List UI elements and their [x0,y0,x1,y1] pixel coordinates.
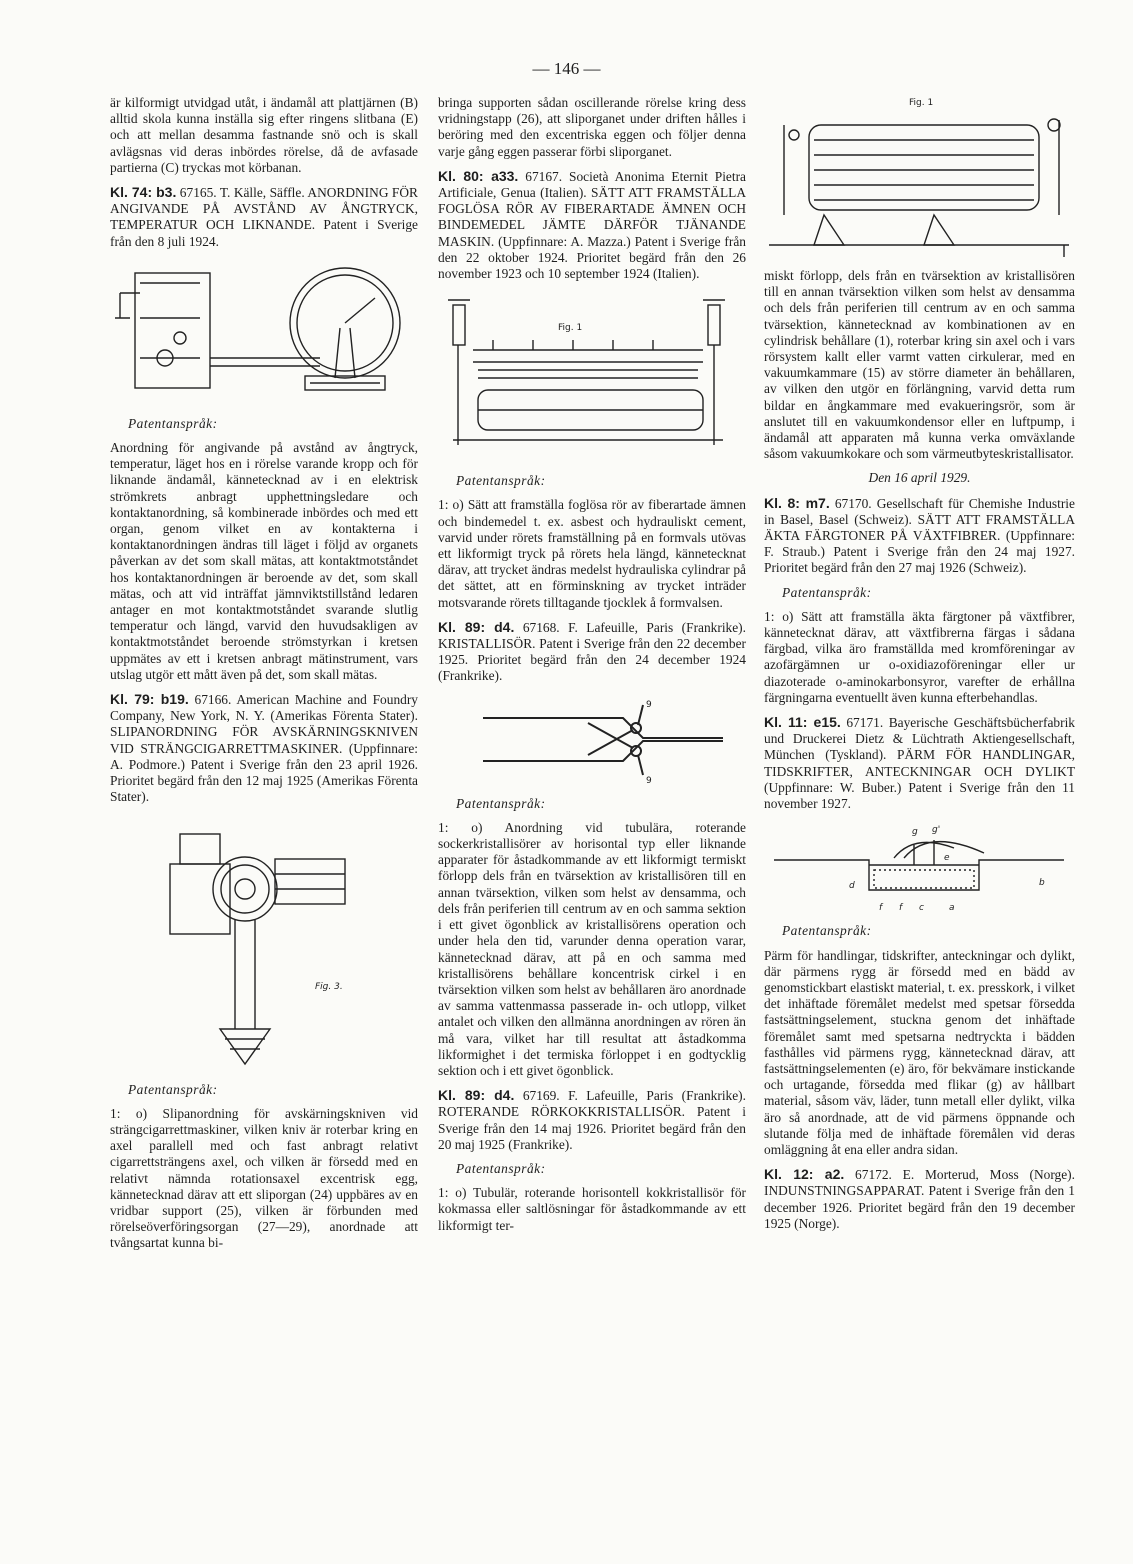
figure-letter: d [849,881,855,892]
figure-letter: f [879,903,883,914]
column-3 [764,95,1075,1240]
claim-heading: Patentanspråk: [456,1160,546,1176]
paragraph: är kilformigt utvidgad utåt, i ändamål att plattjärnen (B) alltid skola kunna inställa sig efter ringens slitbana (E) och att mellan desamma fastnande snö och is skall avlägsnas vid deras inbördes rörelse, då de avfasade partierna (C) tryckas mot körbanan. [110,95,418,175]
patent-class: Kl. 11: e15. [764,714,841,731]
figure-letter: e [944,853,950,864]
figure-label: Fig. 3. [315,981,343,992]
claim-text: 1: o) Anordning vid tubulära, roterande sockerkristallisörer av horisontal typ eller liknande apparater för åstadkommande av ett likformigt termiskt förlopp dels från en tvärsektion av kristallisören till en annan tvärsektion, vilken som helst av densamma, och dels från periferien till centrum av en och samma sektion i ett givet ögonblick av kristallisörens operation och under hela den tid, varunder denna operation varar, kännetecknad därav, att på en och samma med kristallisörens behållare koncentrisk cirkel i en tvärsektion vilken som helst av behållaren äro anordnade av samma vattenmassa passerade in- och utlopp, vilket antalet och vilken den allmänna anordningen av rören än må vara, vilket har till resultat att åstadkomma likformighet i det termiska förloppet i en godtycklig sektion och i ett givet ögonblick. [438,819,746,1078]
claim-text: 1: o) Slipanordning för avskärningskniven vid strängcigarrettmaskiner, vilken kniv är roterbar kring en axel parallell med och fast anbragt relativt cigarrettsträngens axel, och vilken är försedd med en relativt nämnda rotationsaxel excentrisk egg, kännetecknad därav att ett sliporgan (24) uppbäres av en vridbar support (25), vilken är förbunden med rörelseöverföringsorgan (27—29), anordnade att tvångsartat kunna bi- [110,1105,418,1251]
paragraph: miskt förlopp, dels från en tvärsektion av kristallisören till en annan tvärsektion vilken som helst av densamma och dels från periferien till centrum av en och samma tvärsektion, kännetecknad av kombinationen av en cylindrisk behållare (1), roterbar kring sin axel och i vars rörsystem kallt eller varmt vatten cirkulerar, med en vakuumkammare (15) av större diameter än behållaren, av vilken den utgör en förlängning, varvid detta rum bildar en ångkammare med evakueringsrör, som är anslutet till en vakuumkondensor eller en luftpump, i ändamål att apparaten må kunna verka omväxlande såsom vakuumkokare och som värmeutbyteskristallisator. [764,268,1075,462]
figure-letter: g [912,827,918,838]
figure-letter: c [919,903,924,914]
figure-number: 9 [646,775,652,786]
claim-text: Anordning för angivande på avstånd av ångtryck, temperatur, läget hos en i rörelse varande kropp och för liknande ändamål, kännetecknad av i en elektrisk strömkrets anbragt upphettningsledare och kontaktanordning, så kombinerade inbördes och med ett organ, genom vilket en av kontakterna i kontaktanordningen ändras till läget i följd av organets påverkan av det som skall mätas, att kontaktmotståndet hos kontaktanordningen är beroende av det, som skall mätas, och att vid inträffat jämnviktstillstånd ledaren antager en mot kontaktmotståndet svarande slutlig temperatur och längd, varvid den huvudsakligen av kontaktmotståndet beroende strömstyrkan i kretsen uppmätes av ett i kretsen anbragt mätinstrument, vars utslag utgör ett mått även på det, som skall mätas. [110,440,418,682]
figure-label: Fig. 1 [909,98,934,108]
column-1 [110,95,418,1260]
figure-binder [764,820,1075,915]
figure-letter: b [1039,878,1045,889]
patent-entry-67171 [764,714,1075,812]
patent-entry-67165 [110,184,418,250]
page-number: — 146 — [532,59,601,78]
figure-crystallizer [438,693,746,788]
patent-entry-67167 [438,168,746,282]
figure-letter: g' [932,825,941,836]
figure-letter: f [899,903,903,914]
figure-grinding-device [110,814,418,1074]
patent-text: 67168. F. Lafeuille, Paris (Frankrike). KRISTALLISÖR. Patent i Sverige från den 22 december 1925. Prioritet begärd från den 24 december 1924 (Frankrike). [438,619,746,684]
claim-heading: Patentanspråk: [456,473,546,489]
patent-entry-67166 [110,691,418,805]
patent-entry-67168 [438,619,746,685]
claim-heading: Patentanspråk: [128,1081,218,1097]
patent-text: 67172. E. Morterud, Moss (Norge). INDUNSTNINGSAPPARAT. Patent i Sverige från den 1 december 1926. Prioritet begärd från den 19 december 1925 (Norge). [764,1167,1075,1231]
patent-class: Kl. 74: b3. [110,184,177,201]
figure-number: 9 [646,699,652,710]
patent-class: Kl. 89: d4. [438,1087,515,1104]
patent-text: 67167. Società Anonima Eternit Pietra Artificiale, Genua (Italien). SÄTT ATT FRAMSTÄLLA FOGLÖSA RÖR AV FIBERARTADE ÄMNEN OCH BINDEMEDEL JÄMTE DÄRFÖR TJÄNANDE MASKIN. (Uppfinnare: A. Mazza.) Patent i Sverige från den 22 oktober 1924. Prioritet begärd från den 26 november 1923 och 10 september 1924 (Italien). [438,168,746,282]
figure-cooking-crystallizer [764,95,1075,260]
figure-steam-gauge [110,258,418,408]
patent-class: Kl. 89: d4. [438,618,515,635]
figure-letter: a [949,903,955,914]
column-2 [438,95,746,1242]
claim-heading: Patentanspråk: [456,795,546,811]
claim-text: 1: o) Sätt att framställa foglösa rör av fiberartade ämnen och bindemedel t. ex. asbest och hydrauliskt cement, varvid under rörets framställning på en formvals utövas ett likformigt tryck på rörets hela längd, kännetecknat därav, att trycket ändras medelst hydrauliska cylindrar på det sättet, att en förminskning av trycket inträder motsvarande rörets tilltagande tjocklek å formvalsen. [438,497,746,610]
figure-label: Fig. 1 [558,323,583,334]
claim-text: Pärm för handlingar, tidskrifter, anteckningar och dylikt, där pärmens rygg är försedd med en bädd av genomstickbart elastiskt material, t. ex. presskork, i vilket det inhäftade föremålet medelst med spetsar försedda fastsättningselement, stuckna genom det inhäftade föremålet samt med spetsarna nedtryckta i bädden fasthålles vid pärmens rygg, kännetecknad därav, att fastsättningselementen (e) äro, för bekvämare instickande och urtagande, försedda med flikar (g) av hållbart material, såsom väv, läder, tunn metall eller dylikt, vilka äro så anordnade, att de vid pärmens öppnande och slutande följa med de inhäftade föremålen vid deras omläggning åt ena eller andra sidan. [764,947,1075,1157]
patent-class: Kl. 12: a2. [764,1166,845,1183]
paragraph: bringa supporten sådan oscillerande rörelse kring dess vridningstapp (26), att sliporganet under driften hålles i beröring med den excentriska eggen och följer denna varje gång eggen passerar förbi sliporganet. [438,95,746,159]
patent-text: 67171. Bayerische Geschäftsbücherfabrik und Druckerei Dietz & Lüchtrath Aktiengesellschaft, München (Tyskland). PÄRM FÖR HANDLINGAR, TIDSKRIFTER, ANTECKNINGAR OCH DYLIKT (Uppfinnare: W. Buber.) Patent i Sverige från den 11 november 1927. [764,715,1075,812]
patent-class: Kl. 8: m7. [764,494,830,511]
patent-text: 67169. F. Lafeuille, Paris (Frankrike). ROTERANDE RÖRKOKKRISTALLISÖR. Patent i Sverige från den 14 maj 1926. Prioritet begärd från den 20 maj 1925 (Frankrike). [438,1088,746,1152]
patent-entry-67172 [764,1166,1075,1232]
date-heading: Den 16 april 1929. [868,470,971,486]
patent-entry-67170 [764,495,1075,577]
patent-text: 67165. T. Källe, Säffle. ANORDNING FÖR ANGIVANDE PÅ AVSTÅND AV ÅNGTRYCK, TEMPERATUR OCH LIKNANDE. Patent i Sverige från den 8 juli 1924. [110,185,418,249]
patent-class: Kl. 80: a33. [438,167,519,184]
patent-entry-67169 [438,1087,746,1153]
claim-heading: Patentanspråk: [782,923,872,939]
claim-text: 1: o) Sätt att framställa äkta färgtoner på växtfibrer, kännetecknat därav, att växtfibrerna färgas i sådana färgbad, vilka äro framställda med kromföreningar av azofärgämnen ur o-oxidiazoföreningar eller ur diazoterade o-aminokarbonsyror, varefter de erhållna färgningarna eventuellt även kunna efterbehandlas. [764,608,1075,705]
patent-text: 67170. Gesellschaft für Chemishe Industrie in Basel, Basel (Schweiz). SÄTT ATT FRAMSTÄLLA ÄKTA FÄRGTONER PÅ VÄXTFIBRER. (Uppfinnare: F. Straub.) Patent i Sverige från den 24 maj 1927. Prioritet begärd från den 27 maj 1926 (Schweiz). [764,495,1075,576]
claim-text: 1: o) Tubulär, roterande horisontell kokkristallisör för kokmassa eller saltlösningar för åstadkommande av ett likformigt ter- [438,1185,746,1233]
claim-heading: Patentanspråk: [782,584,872,600]
figure-pipe-machine [438,290,746,465]
claim-heading: Patentanspråk: [128,415,218,431]
patent-text: 67166. American Machine and Foundry Company, New York, N. Y. (Amerikas Förenta Stater). SLIPANORDNING FÖR AVSKÄRNINGSKNIVEN VID STRÄNGCIGARRETTMASKINER. (Uppfinnare: A. Podmore.) Patent i Sverige från den 23 april 1926. Prioritet begärd från den 12 maj 1925 (Amerikas Förenta Stater). [110,692,418,805]
patent-class: Kl. 79: b19. [110,691,189,708]
